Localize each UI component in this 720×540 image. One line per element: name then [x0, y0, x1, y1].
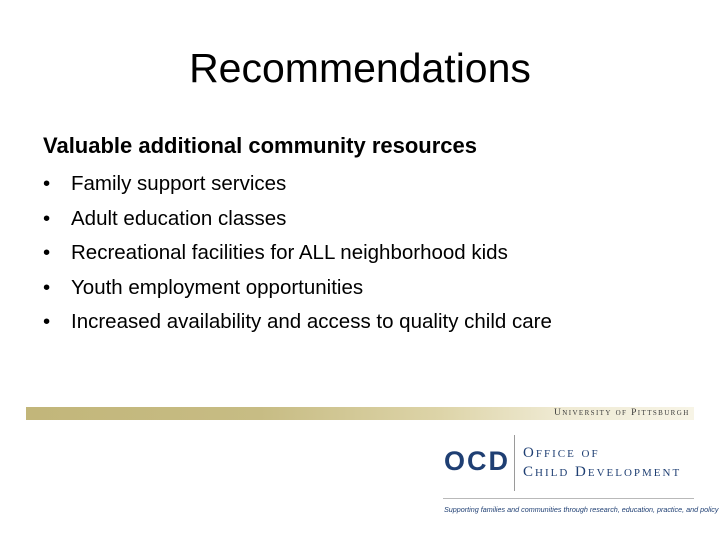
slide-title: Recommendations: [189, 45, 531, 91]
bullet-marker: •: [43, 310, 51, 333]
bullet-marker: •: [43, 172, 51, 195]
bullet-list: [43, 167, 552, 340]
bullet-marker: •: [43, 206, 51, 230]
bullet-text: Adult education classes: [71, 206, 287, 230]
bullet-text: Increased availability and access to quality child care: [71, 310, 552, 333]
bullet-text: Recreational facilities for ALL neighborhood kids: [71, 241, 508, 264]
tagline: Supporting families and communities through research, education, practice, and policy: [444, 505, 719, 514]
list-item: [43, 271, 552, 306]
list-item: [43, 236, 552, 271]
footer-divider: [443, 498, 694, 499]
university-name-text: University of Pittsburgh: [554, 408, 690, 418]
office-line-1: Office of: [523, 445, 600, 461]
office-line-2: Child Development: [523, 464, 682, 480]
bullet-text: Family support services: [71, 172, 287, 195]
list-item: [43, 305, 552, 340]
university-name: [554, 407, 694, 420]
bullet-text: Youth employment opportunities: [71, 275, 364, 299]
subheading: Valuable additional community resources: [43, 133, 478, 158]
bullet-marker: •: [43, 275, 51, 299]
bullet-marker: •: [43, 241, 51, 264]
logo-divider: [514, 435, 515, 491]
list-item: [43, 202, 552, 237]
ocd-abbrev: OCD: [444, 446, 510, 476]
list-item: [43, 167, 552, 202]
office-name: [523, 444, 681, 482]
